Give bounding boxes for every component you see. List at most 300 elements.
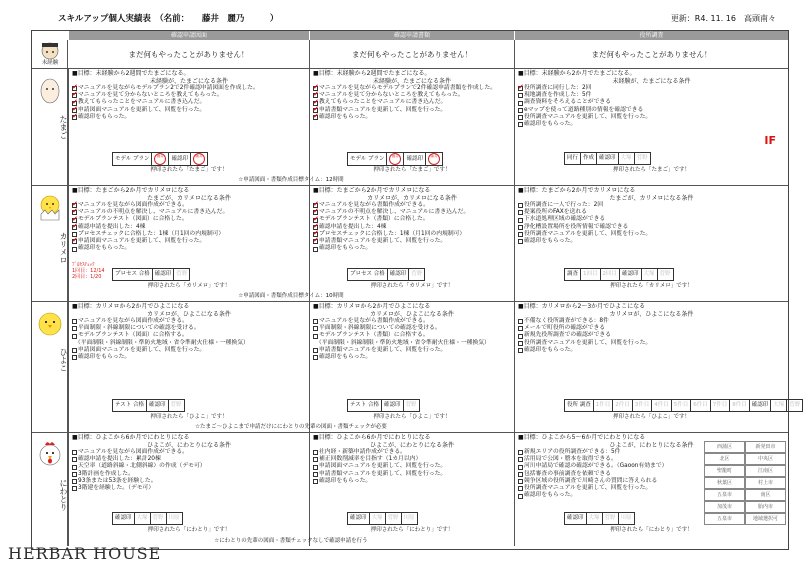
stamp-label: 菅野 [176, 271, 188, 278]
stamp-caption: 押印されたら「カリメロ」です！ [147, 283, 231, 289]
stage-icon [33, 73, 67, 110]
area-cell[interactable]: 秋葉区 [704, 477, 745, 489]
stamp-label: 同行 [567, 155, 579, 162]
checkbox[interactable] [518, 334, 523, 339]
checkbox[interactable] [313, 115, 318, 120]
checklist-item [313, 245, 511, 252]
page-title: スキルアップ個人実績表 （名前： 藤井 麗乃 ） [58, 14, 279, 24]
stamp-box[interactable] [710, 400, 730, 412]
area-cell[interactable]: 南区 [745, 489, 786, 501]
requirement-cell [68, 186, 309, 302]
update-info: 更新：R4. 11. 16 高頭南々 [670, 14, 776, 23]
stamp-box[interactable] [382, 400, 404, 412]
checklist-item [313, 224, 511, 231]
checklist-item-text: マニュアルを見て分からないところを教えてもらった。 [78, 92, 223, 99]
stamp-box[interactable] [565, 400, 594, 412]
stamp-box[interactable] [385, 513, 401, 525]
stamp-box[interactable] [652, 400, 672, 412]
checkbox[interactable] [518, 239, 523, 244]
egg-icon [33, 73, 67, 107]
stamp-box[interactable] [632, 400, 652, 412]
checklist-item-text: 競争区域の役所調査で川崎さんの質問に答えられる [524, 477, 658, 484]
checklist-item-text: 確認印をもらった。 [524, 346, 577, 353]
checklist-item [518, 238, 785, 245]
checklist-item [313, 114, 511, 121]
chick-icon [33, 306, 67, 340]
checklist-item-text: 補正回数削減率を目指す（1カ月以内） [319, 456, 422, 463]
stamp-box[interactable] [613, 400, 633, 412]
goal-text: ■目標：ひよこから6か月でにわとりになる [72, 434, 190, 441]
checklist-item-text: 申請図面マニュアルを更新して、回覧を行った。 [78, 346, 206, 353]
stamp-label: 大塚 [643, 271, 655, 278]
stamp-label: モデル プラン [115, 155, 150, 162]
stamp-label: 確認印 [115, 515, 132, 522]
checkbox[interactable] [72, 247, 77, 252]
checkbox[interactable] [72, 319, 77, 324]
stage-label-cell [32, 433, 68, 546]
checkbox[interactable] [313, 450, 318, 455]
stamp-label: 8件目 [732, 402, 747, 409]
not-experienced-row [32, 40, 788, 69]
checkbox[interactable] [518, 210, 523, 215]
skill-sheet [31, 30, 801, 550]
checklist-item [313, 354, 511, 361]
checkbox[interactable] [518, 108, 523, 113]
checklist-item-text: マニュアルを見ながら書類作成ができる。 [319, 318, 429, 324]
stamp-caption: 押印されたら「カリメロ」です！ [610, 283, 693, 289]
stamp-label: テスト 合格 [115, 402, 145, 409]
stamp-label: 大塚 [136, 515, 148, 522]
checklist-item-text: 教えてもらったことをマニュアルに書き込んだ。 [78, 99, 206, 106]
requirement-cell [68, 69, 309, 186]
stamp-label: 確認印 [149, 402, 166, 409]
stamp-table [112, 268, 190, 281]
checklist-item-text: 役所調査マニュアルを更新して、回覧を行った。 [524, 339, 652, 346]
checklist-item-text: （平面制限・斜線制限・準防火地域・省令準耐火仕様・一種換気） [72, 339, 249, 346]
area-cell[interactable]: 村上市 [745, 477, 786, 489]
checklist-item-text: 役所調査マニュアルを更新して、回覧を行った。 [524, 113, 652, 120]
area-cell[interactable]: 胎内市 [745, 501, 786, 513]
checklist-item-text: 役所調査に同行した：2回 [524, 85, 592, 91]
stamp-label: モデル プラン [350, 155, 385, 162]
goal-text: ■目標：たまごから2か月でカリメロになる [72, 187, 190, 194]
checkbox[interactable] [313, 479, 318, 484]
checklist-item-text: プロセスチェックに合格した：1棟（月1回の内規制可） [78, 230, 225, 237]
stamp-box[interactable] [348, 269, 388, 281]
checklist-item-text: 確認印をもらった。 [78, 113, 131, 120]
stamp-box[interactable] [618, 153, 634, 165]
stamp-box[interactable] [348, 513, 370, 525]
stage-row [32, 302, 801, 433]
checkbox[interactable] [313, 355, 318, 360]
checklist-item-text: マニュアルを見ながら図面作成ができる。 [78, 318, 188, 324]
condition-heading: カリメロが、ひよこになる条件 [370, 310, 454, 318]
checkbox[interactable] [518, 472, 523, 477]
stamp-box[interactable] [166, 513, 182, 525]
goal-text: ■目標：ひよこから5〜6か月でにわとりになる [518, 434, 646, 441]
checklist-item-text: モデルプランテスト（書類）に合格した。 [319, 216, 429, 223]
stamp-box[interactable] [671, 400, 691, 412]
checklist-item-text: 申請図面マニュアルを更新して、回覧を行った。 [319, 463, 447, 470]
stamp-box[interactable] [113, 269, 153, 281]
condition-heading: カリメロが、ひよこになる条件 [147, 310, 231, 318]
checklist-item-text: 3階建を経験した。（デモ可） [78, 485, 155, 492]
stamp-caption: 押印されたら「カリメロ」です！ [370, 283, 454, 289]
checklist-item [518, 347, 785, 354]
checklist-item-text: 現地調査を作成した：5件 [524, 92, 592, 99]
stamp-box[interactable] [657, 269, 673, 281]
checklist-item [518, 224, 785, 231]
checklist-item-text: 平面制限・斜線制限についての確認を受ける。 [78, 325, 200, 332]
stamp-box[interactable] [787, 400, 803, 412]
stamp-box[interactable] [387, 269, 409, 281]
goal-text: ■目標：カリメロから2か月でひよこになる [72, 303, 190, 310]
stamp-box[interactable] [634, 153, 650, 165]
checklist-item-text: eマップを使って道路種別の情報を確認できる [524, 106, 644, 113]
checkbox[interactable] [518, 479, 523, 484]
checkbox[interactable] [518, 319, 523, 324]
stamp-box[interactable] [600, 269, 620, 281]
stage-row [32, 433, 788, 546]
checkbox[interactable] [518, 115, 523, 120]
checklist-item-text: 確認印をもらった。 [524, 121, 577, 128]
stamp-caption: 押印されたら「にわとり」です！ [370, 527, 454, 533]
checklist-item-text: 確認印をもらった。 [319, 354, 372, 361]
stamp-box[interactable] [152, 269, 174, 281]
stamp-caption: 押印されたら「たまご」です！ [612, 167, 690, 173]
requirement-cell [309, 186, 514, 302]
condition-heading: カリメロが、カリメロになる条件 [367, 194, 457, 202]
stamp-box[interactable] [749, 400, 771, 412]
checkbox[interactable] [313, 239, 318, 244]
stamp-box[interactable] [403, 400, 419, 412]
stamp-box[interactable] [581, 153, 597, 165]
requirement-cell [309, 433, 514, 546]
checklist-item [72, 245, 306, 252]
checkbox[interactable] [313, 348, 318, 353]
chick-with-shell-icon [33, 190, 67, 224]
checklist-item-text: マニュアルを見ながらモデルプランで2件確認申請書類を作成した。 [319, 85, 497, 91]
stamp-box[interactable] [134, 513, 150, 525]
stamp-table [564, 268, 674, 281]
stamp-box[interactable] [409, 269, 425, 281]
checklist-item [72, 340, 306, 347]
stamp-label: 調査 [567, 271, 579, 278]
checkbox[interactable] [72, 334, 77, 339]
stage-caption: 未経験 [41, 60, 59, 67]
condition-heading: たまごが、カリメロになる条件 [147, 194, 231, 202]
stamp-box[interactable] [771, 400, 787, 412]
area-cell[interactable]: 地域選択可 [745, 513, 786, 525]
requirement-cell [309, 69, 514, 186]
stamp-box[interactable] [565, 269, 581, 281]
stamp-box[interactable] [602, 513, 618, 525]
checkbox[interactable] [518, 203, 523, 208]
checkbox[interactable] [72, 450, 77, 455]
stamp-caption: 押印されたら「たまご」です！ [150, 167, 228, 173]
checkbox[interactable] [518, 457, 523, 462]
stamp-label: テスト 合格 [350, 402, 380, 409]
requirement-cell [514, 186, 788, 302]
checklist-item-text: 役所調査マニュアルを更新して、回覧を行った。 [524, 230, 652, 237]
column-header-office-survey: 役所調査 [514, 31, 788, 40]
area-cell[interactable]: 西蒲区 [704, 441, 745, 453]
checkbox[interactable] [518, 326, 523, 331]
checklist-item-text: 3階計画を作成した。 [78, 470, 134, 477]
stamp-label: 菅野 [659, 271, 671, 278]
checkbox[interactable] [518, 465, 523, 470]
stamp-box[interactable] [168, 400, 184, 412]
approval-seal-icon [428, 153, 440, 165]
stamp-box[interactable] [691, 400, 711, 412]
checklist-item-text: 確認印をもらった。 [319, 245, 372, 252]
stamp-label: 確認印 [350, 515, 367, 522]
stamp-label: 菅野 [387, 515, 399, 522]
stamp-box[interactable] [565, 153, 581, 165]
checklist-item [313, 99, 511, 106]
checklist-item-text: 確認印をもらった。 [78, 354, 131, 361]
stamp-box[interactable] [113, 400, 147, 412]
stamp-box[interactable] [401, 513, 417, 525]
checklist-item-text: 確認印をもらった。 [524, 492, 577, 499]
stamp-box[interactable] [113, 153, 152, 166]
seal-box [152, 153, 169, 166]
checklist-item-text: 活用局で公図・謄本を取得できる。 [524, 456, 617, 463]
stamp-box[interactable] [348, 153, 387, 166]
checklist-item [313, 340, 511, 347]
stamp-box[interactable] [404, 153, 426, 166]
checklist-item-text: 確認印をもらった。 [78, 245, 131, 252]
checklist-item [72, 114, 306, 121]
checkbox[interactable] [313, 334, 318, 339]
stamp-label: 確認印 [622, 271, 639, 278]
condition-heading: 未経験が、たまごになる条件 [612, 77, 691, 85]
checklist-item-text: 提案役所のFAXを送れる [524, 209, 587, 216]
checklist-item-text: 93条または53条を経験した。 [78, 477, 157, 484]
stamp-table [564, 399, 803, 412]
checkbox[interactable] [313, 247, 318, 252]
checkbox[interactable] [518, 341, 523, 346]
stamp-box[interactable] [147, 400, 169, 412]
checkbox[interactable] [313, 465, 318, 470]
checkbox[interactable] [518, 486, 523, 491]
approval-seal-icon [193, 153, 205, 165]
checklist-item-text: 不備なく役所調査ができる：8件 [524, 318, 609, 324]
checklist-item [313, 107, 511, 114]
stamp-box[interactable] [174, 269, 190, 281]
requirement-cell [309, 302, 514, 433]
stamp-label: 役所 調査 [567, 402, 591, 409]
seal-box [426, 153, 443, 166]
stamp-table [112, 512, 183, 525]
checkbox[interactable] [72, 465, 77, 470]
stamp-caption: 押印されたら「ひよこ」です！ [150, 414, 228, 420]
seal-name: 藤井 [195, 154, 203, 158]
stamp-table [347, 512, 418, 525]
checklist-item-text: モデルプランテスト（図面）に合格する。 [78, 332, 188, 339]
stamp-box[interactable] [597, 153, 619, 165]
stamp-label: 確認印 [567, 515, 584, 522]
area-cell[interactable]: 五泉市 [704, 489, 745, 501]
checklist-item-text: 確認申請を提出した：4棟 [78, 223, 146, 230]
checklist-item [313, 332, 511, 339]
area-cell[interactable]: 江南区 [745, 465, 786, 477]
target-time-note: ☆たまご〜ひよこまで申請だけににわとりの先輩の図面・書類チェックが必要 [195, 424, 387, 431]
stamp-box[interactable] [618, 513, 634, 525]
stamp-box[interactable] [586, 513, 602, 525]
stamp-caption: 押印されたら「ひよこ」です！ [612, 414, 690, 420]
goal-text: ■目標：未経験から2週間でたまごになる。 [72, 70, 190, 77]
stamp-caption: 押印されたら「にわとり」です！ [610, 527, 693, 533]
checklist-item [518, 340, 785, 347]
stamp-table [347, 399, 420, 412]
checkbox[interactable] [518, 450, 523, 455]
checkbox[interactable] [313, 319, 318, 324]
not-yet-message: まだ何もやったことがありません！ [514, 40, 788, 68]
checkbox[interactable] [72, 486, 77, 491]
stamp-box[interactable] [620, 269, 642, 281]
checklist-item-text: 確認印をもらった。 [524, 238, 577, 245]
checkbox[interactable] [518, 232, 523, 237]
process-check-line: 1回目：12/14 [72, 268, 105, 274]
stamp-box[interactable] [169, 153, 191, 166]
requirement-cell [514, 69, 788, 186]
checkbox[interactable] [72, 115, 77, 120]
checkbox[interactable] [72, 457, 77, 462]
checklist-item-text: 申請書類マニュアルを更新して、回覧を行った。 [319, 470, 447, 477]
checklist-item-text: 教えてもらったことをマニュアルに書き込んだ。 [319, 99, 447, 106]
stamp-box[interactable] [730, 400, 750, 412]
chicken-icon [33, 437, 67, 471]
stamp-table [564, 152, 651, 165]
stamp-label: 大塚 [588, 515, 600, 522]
goal-text: ■目標：未経験から2か月でたまごになる。 [518, 70, 636, 77]
stamp-table [112, 399, 185, 412]
checklist-item [72, 224, 306, 231]
stage-icon [33, 437, 67, 474]
stamp-label: 菅野 [789, 402, 801, 409]
checkbox[interactable] [72, 348, 77, 353]
checklist-item [72, 332, 306, 339]
stamp-label: 大塚 [620, 155, 632, 162]
stamp-label: 確認印 [599, 155, 616, 162]
stamp-table [564, 512, 635, 525]
checkbox[interactable] [518, 218, 523, 223]
checkbox[interactable] [72, 225, 77, 230]
target-time-note: ☆申請図面・書類作成目標タイム：12時間 [238, 177, 344, 184]
area-cell[interactable]: 五泉市 [704, 513, 745, 525]
checkbox[interactable] [72, 479, 77, 484]
checkbox[interactable] [518, 348, 523, 353]
goal-text: ■目標：たまごから2か月でカリメロになる [313, 187, 431, 194]
area-cell[interactable]: 加茂市 [704, 501, 745, 513]
area-cell[interactable]: 聖籠町 [704, 465, 745, 477]
header [0, 0, 800, 32]
checklist-item [518, 332, 785, 339]
checklist-item [313, 471, 511, 478]
seal-name: 藤井 [430, 154, 438, 158]
checkbox[interactable] [518, 93, 523, 98]
area-cell[interactable]: 北区 [704, 453, 745, 465]
stamp-box[interactable] [581, 269, 601, 281]
seal-box [387, 153, 404, 166]
checklist-item [518, 107, 785, 114]
checkbox[interactable] [72, 355, 77, 360]
stamp-box[interactable] [348, 400, 382, 412]
checkbox[interactable] [313, 472, 318, 477]
stage-name: ひよこ [59, 348, 68, 372]
requirement-cell [68, 302, 309, 433]
checklist-item [313, 216, 511, 223]
condition-heading: ひよこが、にわとりになる条件 [146, 441, 231, 449]
checklist-item [72, 463, 306, 470]
stamp-caption: 押印されたら「にわとり」です！ [147, 527, 231, 533]
target-time-note: ☆申請図面・書類作成目標タイム：10時間 [238, 293, 344, 300]
checklist-item-text: 社内経・新築申請作成ができる。 [319, 449, 406, 455]
stage-label-cell [32, 69, 68, 185]
checklist-item-text: マニュアルを見て分からないところを教えてもらった。 [319, 92, 464, 99]
stamp-label: 確認印 [171, 155, 188, 162]
stamp-table [347, 268, 425, 281]
checkbox[interactable] [72, 239, 77, 244]
checkbox[interactable] [72, 326, 77, 331]
stage-name: にわとり [59, 479, 68, 511]
checklist-item [313, 478, 511, 485]
target-time-note: ☆にわとりの先輩の図面・書類チェックなしで確認申請を行う [214, 538, 368, 545]
stamp-label: 5件目 [673, 402, 689, 409]
checkbox[interactable] [518, 494, 523, 499]
area-cell[interactable]: 中央区 [745, 453, 786, 465]
stamp-box[interactable] [565, 513, 587, 525]
stamp-caption: 押印されたら「たまご」です！ [373, 167, 451, 173]
checklist-item-text: 申請図面マニュアルを更新して、回覧を行った。 [78, 106, 206, 113]
checklist-item [518, 121, 785, 128]
goal-text: ■目標：たまごから2か月でカリメロになる [518, 187, 636, 194]
stamp-label: 4件目 [654, 402, 669, 409]
stamp-label: 川原 [403, 515, 415, 522]
condition-heading: 未経験が、たまごになる条件 [149, 77, 228, 85]
checkbox[interactable] [518, 101, 523, 106]
checkbox[interactable] [518, 225, 523, 230]
checkbox[interactable] [72, 472, 77, 477]
checkbox[interactable] [518, 122, 523, 127]
stamp-box[interactable] [113, 513, 135, 525]
area-cell[interactable]: 新発田市 [745, 441, 786, 453]
stamp-label: 確認印 [751, 402, 769, 409]
requirement-cell [514, 433, 788, 546]
stamp-label: 2件目 [615, 402, 630, 409]
stamp-label: 6件目 [693, 402, 708, 409]
seal-box [191, 153, 208, 166]
condition-heading: カリメロが、ひよこになる条件 [609, 310, 694, 318]
checklist-item-text: 確認印をもらった。 [319, 113, 372, 120]
goal-text: ■目標：カリメロから2か月でひよこになる [313, 303, 431, 310]
stamp-box[interactable] [150, 513, 166, 525]
checklist-item-text: マニュアルを見ながら書類作成ができる。 [319, 202, 429, 208]
stamp-box[interactable] [593, 400, 613, 412]
stage-label-cell [32, 186, 68, 301]
checklist-item [518, 99, 785, 106]
checkbox[interactable] [313, 457, 318, 462]
checklist-item [72, 99, 306, 106]
checklist-item-text: 河川申請局で確認の確認ができる。（Gaoon有効まで） [524, 463, 668, 470]
checklist-item-text: マニュアルの不明点を解決し、マニュアルに書き込んだ。 [78, 209, 229, 216]
checkbox[interactable] [313, 326, 318, 331]
stamp-box[interactable] [369, 513, 385, 525]
checkbox[interactable] [518, 86, 523, 91]
checklist-item-text: 申請書類マニュアルを更新して、回覧を行った。 [319, 106, 447, 113]
stamp-box[interactable] [641, 269, 657, 281]
